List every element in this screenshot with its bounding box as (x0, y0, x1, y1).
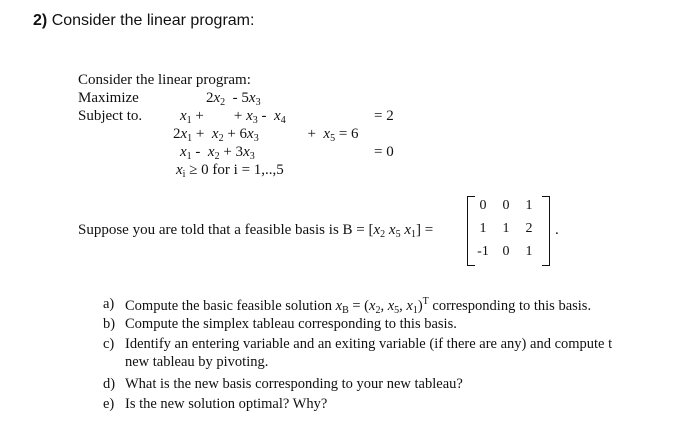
part-b-label: b) (103, 316, 116, 332)
nonnegativity-constraint: $x_i \ge 0$ for i = 1,..,5 (176, 162, 284, 180)
constraint-3-rhs: = 0 (374, 144, 394, 160)
constraint-3: $x_1 - x_2 + 3x_3$ (180, 144, 255, 162)
problem-title: Consider the linear program: (78, 72, 251, 88)
part-c-text: Identify an entering variable and an exiting variable (if there are any) and compute t (125, 336, 613, 352)
part-d-text: What is the new basis corresponding to your new tableau? (125, 376, 463, 392)
matrix-cell: 0 (502, 198, 510, 213)
basis-statement: Suppose you are told that a feasible basis is $B = [x_2$ $x_5$ $x_1$] = (78, 222, 434, 240)
constraint-1-rhs: = 2 (374, 108, 394, 124)
part-c-continuation: new tableau by pivoting. (125, 354, 269, 370)
part-b-text: Compute the simplex tableau corresponding to this basis. (125, 316, 457, 332)
matrix-cell: 1 (479, 221, 487, 236)
matrix-cell: 1 (525, 244, 533, 259)
part-d-label: d) (103, 376, 116, 392)
objective-function: $2x_2 - 5x_3$ (206, 90, 261, 108)
question-number: 2) (33, 12, 48, 29)
question-title: Consider the linear program: (51, 12, 255, 29)
constraint-1: $x_1$ + + $x_3 - x_4$ (180, 108, 286, 126)
matrix-period: . (555, 222, 559, 238)
constraint-2: $2x_1 + x_2 + 6x_3$ + $x_5 = 6$ (173, 126, 359, 144)
part-a-text: Compute the basic feasible solution $x_B = (x_2$, $x_5$, $x_1)^T$ corresponding to this basis. (125, 296, 592, 316)
matrix-cell: 0 (479, 198, 487, 213)
part-c-label: c) (103, 336, 115, 352)
part-a-label: a) (103, 296, 115, 312)
matrix-cell: -1 (477, 244, 489, 259)
matrix-right-bracket (542, 196, 550, 266)
subject-to-label: Subject to. (78, 108, 143, 124)
maximize-label: Maximize (78, 90, 139, 106)
question-heading (33, 12, 254, 30)
part-e-text: Is the new solution optimal? Why? (125, 396, 328, 412)
matrix-cell: 2 (525, 221, 533, 236)
matrix-cell: 0 (502, 244, 510, 259)
matrix-cell: 1 (502, 221, 510, 236)
part-e-label: e) (103, 396, 115, 412)
matrix-cell: 1 (525, 198, 533, 213)
